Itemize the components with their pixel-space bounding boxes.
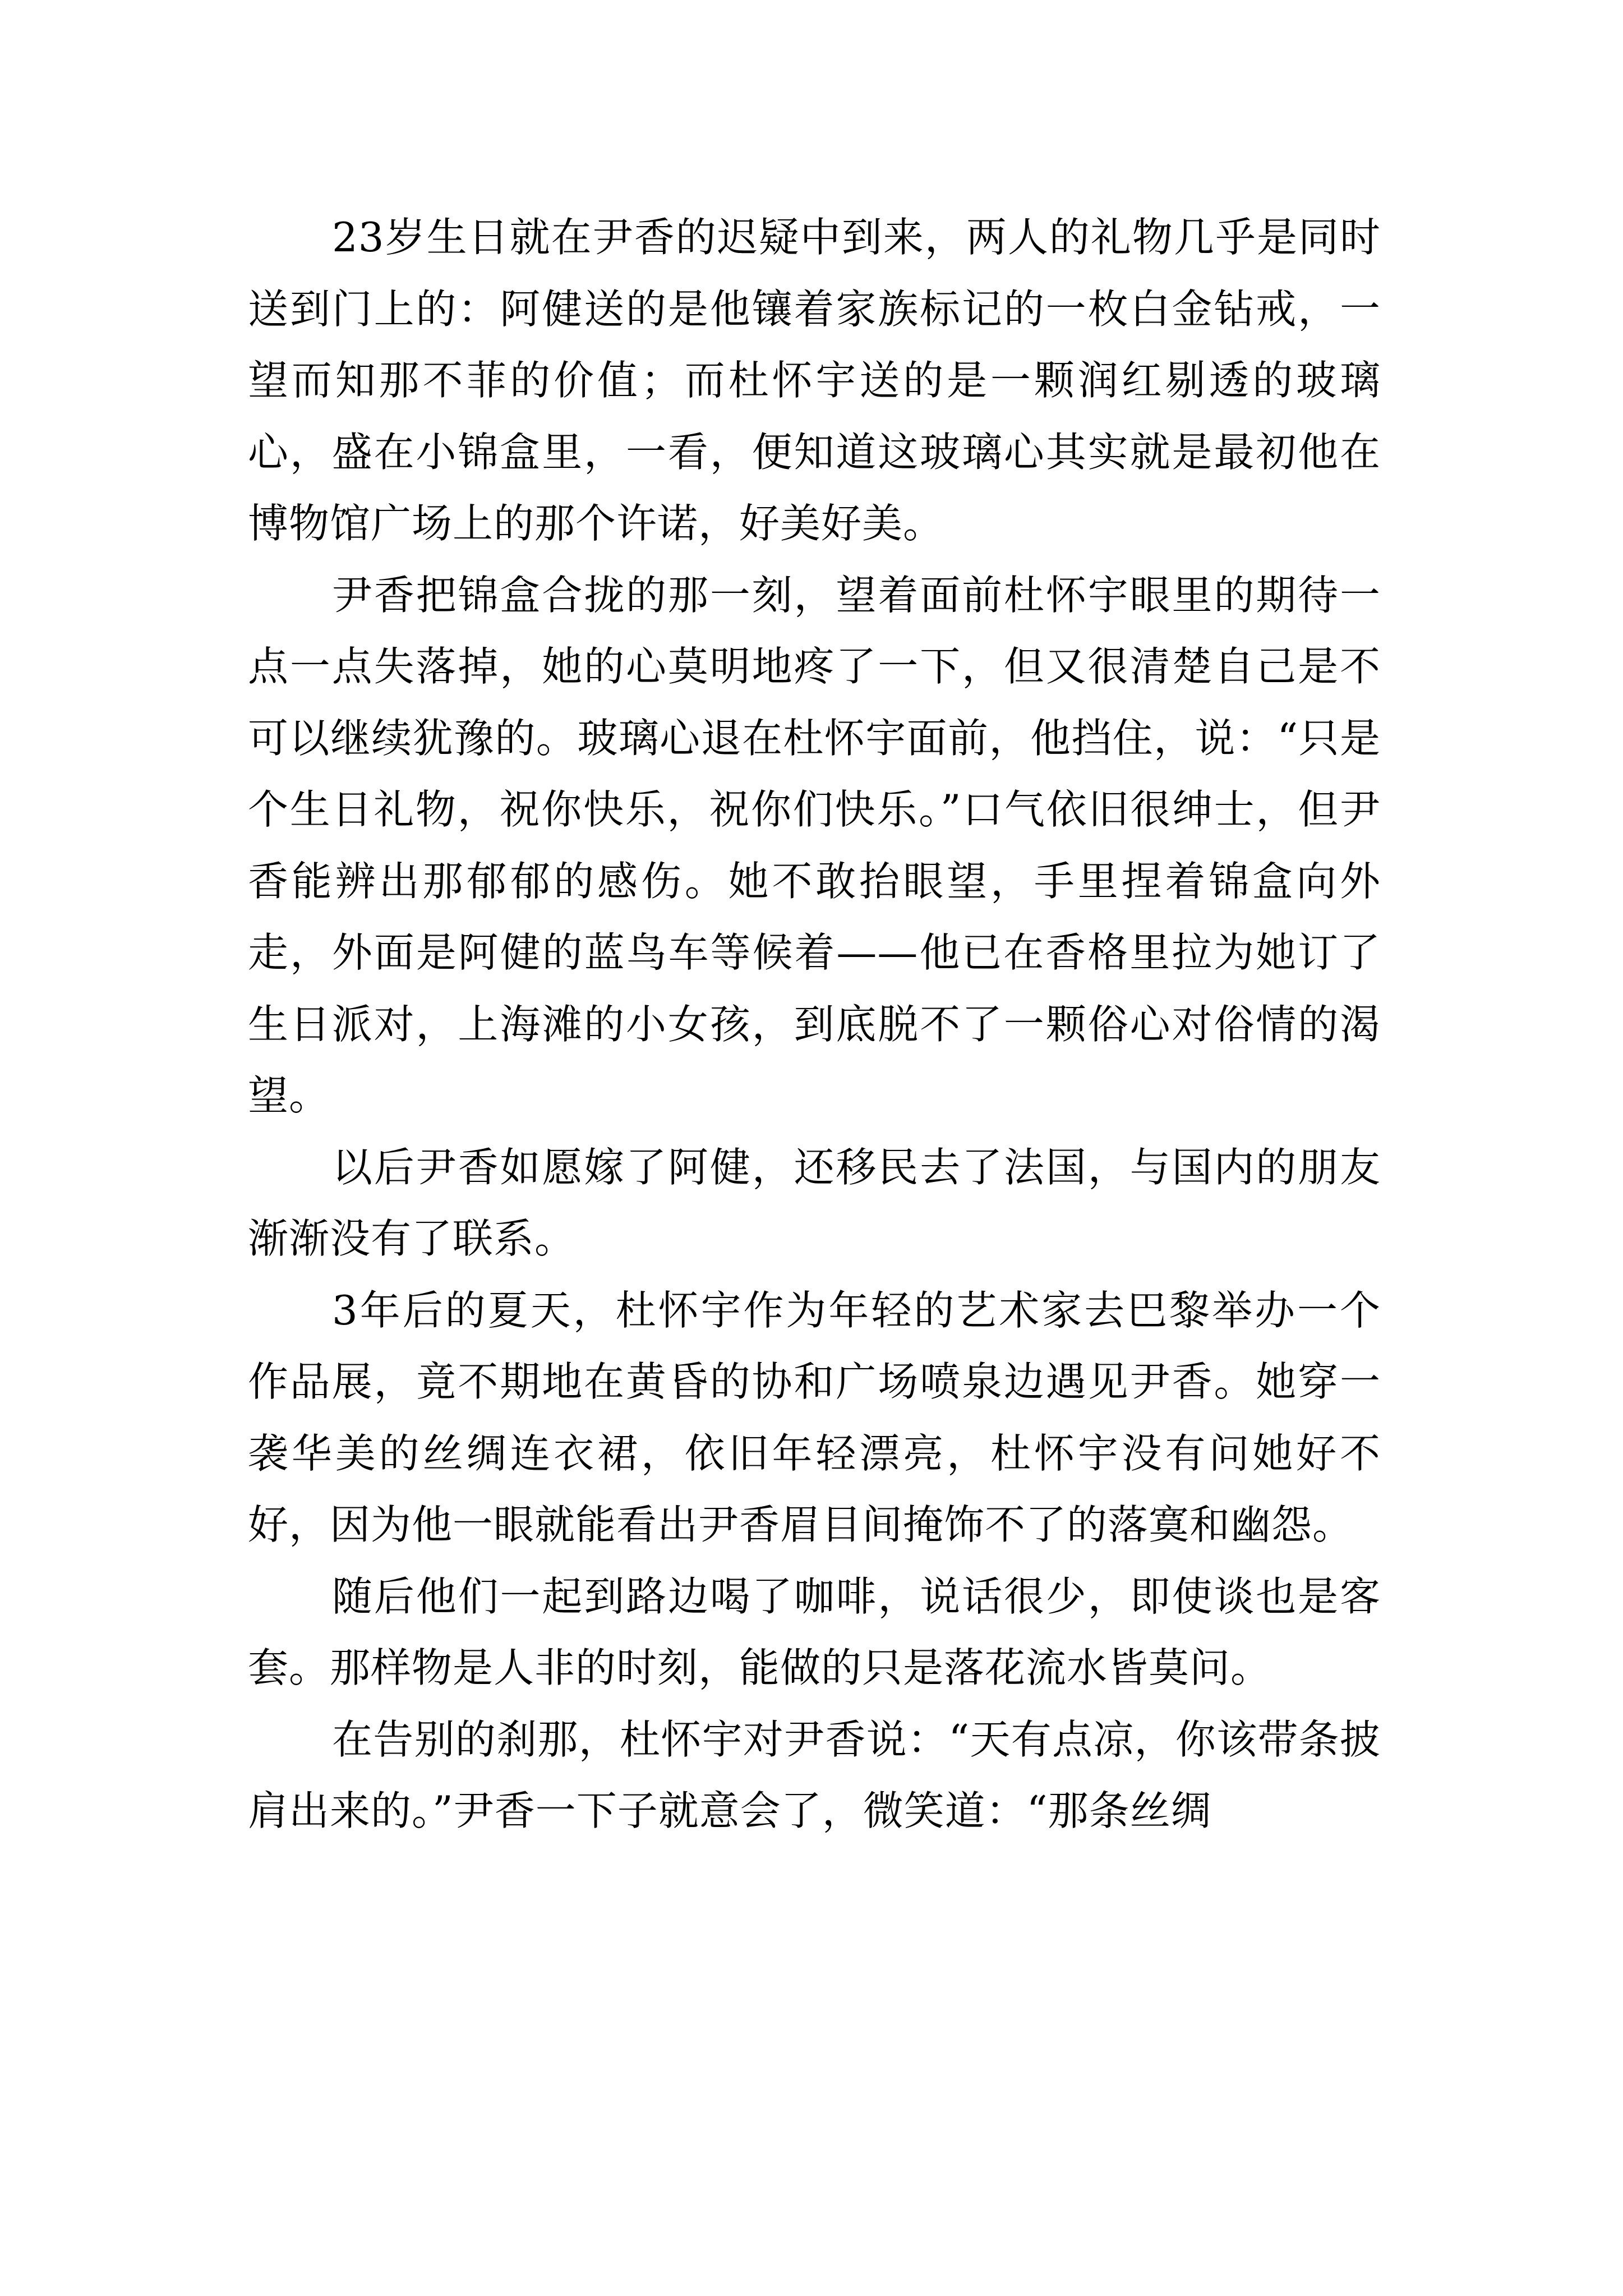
paragraph-4: 3年后的夏天，杜怀宇作为年轻的艺术家去巴黎举办一个作品展，竟不期地在黄昏的协和广场喷泉边遇见尹香。她穿一袭华美的丝绸连衣裙，依旧年轻漂亮，杜怀宇没有问她好不好，因为他一眼就能看出尹香眉目间掩饰不了的落寞和幽怨。	[248, 1286, 1381, 1548]
paragraph-3: 以后尹香如愿嫁了阿健，还移民去了法国，与国内的朋友渐渐没有了联系。	[248, 1143, 1381, 1262]
document-body	[248, 202, 1381, 1847]
paragraph-5: 随后他们一起到路边喝了咖啡，说话很少，即使谈也是客套。那样物是人非的时刻，能做的只是落花流水皆莫问。	[248, 1572, 1381, 1691]
paragraph-6: 在告别的刹那，杜怀宇对尹香说：“天有点凉，你该带条披肩出来的。”尹香一下子就意会了，微笑道：“那条丝绸	[248, 1715, 1381, 1834]
paragraph-1: 23岁生日就在尹香的迟疑中到来，两人的礼物几乎是同时送到门上的：阿健送的是他镶着家族标记的一枚白金钻戒，一望而知那不菲的价值；而杜怀宇送的是一颗润红剔透的玻璃心，盛在小锦盒里，一看，便知道这玻璃心其实就是最初他在博物馆广场上的那个许诺，好美好美。	[248, 214, 1381, 547]
paragraph-2: 尹香把锦盒合拢的那一刻，望着面前杜怀宇眼里的期待一点一点失落掉，她的心莫明地疼了一下，但又很清楚自己是不可以继续犹豫的。玻璃心退在杜怀宇面前，他挡住，说：“只是个生日礼物，祝你快乐，祝你们快乐。”口气依旧很绅士，但尹香能辨出那郁郁的感伤。她不敢抬眼望，手里捏着锦盒向外走，外面是阿健的蓝鸟车等候着——他已在香格里拉为她订了生日派对，上海滩的小女孩，到底脱不了一颗俗心对俗情的渴望。	[248, 571, 1381, 1119]
